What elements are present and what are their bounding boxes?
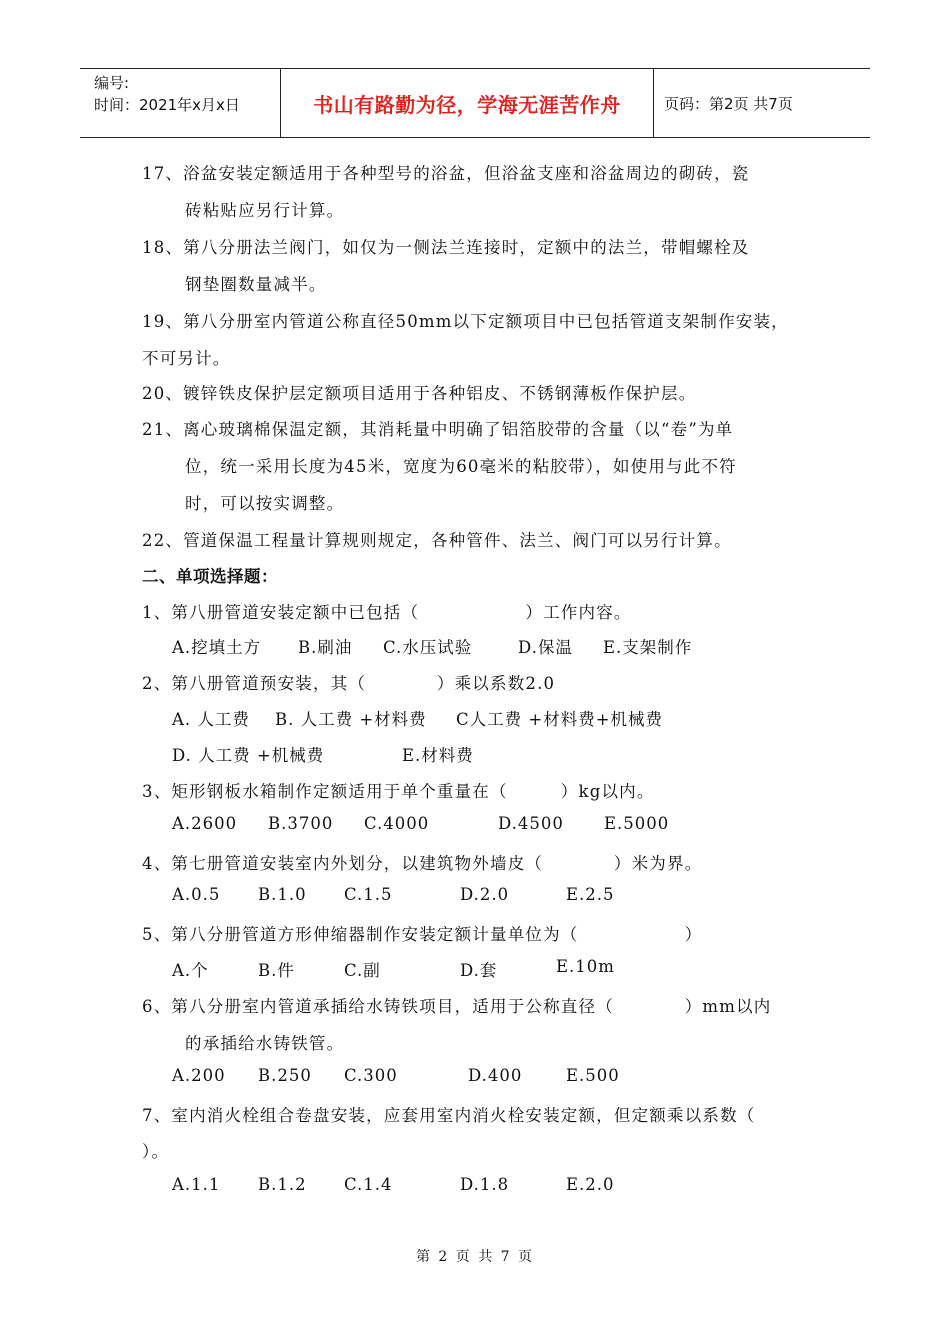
statement-21-cont2: 时，可以按实调整。 — [185, 494, 345, 513]
option-b: B.250 — [258, 1066, 312, 1085]
number-label: 编号: — [94, 74, 130, 92]
option-b: B.3700 — [268, 814, 334, 833]
statement-17-cont: 砖粘贴应另行计算。 — [185, 201, 345, 220]
page-header — [80, 68, 870, 138]
page-footer: 第 2 页 共 7 页 — [415, 1249, 535, 1265]
question-5: 5、第八分册管道方形伸缩器制作安装定额计量单位为（ ） — [142, 925, 703, 944]
statement-19: 19、第八分册室内管道公称直径50mm以下定额项目中已包括管道支架制作安装， — [142, 312, 789, 331]
option-a: A.1.1 — [172, 1175, 221, 1194]
option-a: A.200 — [172, 1066, 226, 1085]
option-e: E.支架制作 — [603, 638, 693, 657]
question-4: 4、第七册管道安装室内外划分，以建筑物外墙皮（ ）米为界。 — [142, 854, 703, 873]
question-2: 2、第八册管道预安装，其（ ）乘以系数2.0 — [142, 674, 556, 693]
option-c: C.300 — [344, 1066, 398, 1085]
option-d: D.1.8 — [460, 1175, 510, 1194]
option-a: A.2600 — [172, 814, 238, 833]
option-b: B.1.0 — [258, 885, 307, 904]
statement-21-cont1: 位，统一采用长度为45米，宽度为60毫米的粘胶带），如使用与此不符 — [185, 457, 737, 476]
option-e: E.2.0 — [566, 1175, 615, 1194]
statement-18-cont: 钢垫圈数量减半。 — [185, 275, 327, 294]
statement-17: 17、浴盆安装定额适用于各种型号的浴盆，但浴盆支座和浴盆周边的砌砖，瓷 — [142, 164, 750, 183]
option-a: A.个 — [172, 961, 209, 980]
option-c: C人工费 +材料费+机械费 — [456, 710, 664, 729]
question-7-cont: ）。 — [142, 1142, 170, 1161]
option-e: E.10m — [556, 957, 615, 976]
option-d: D. 人工费 +机械费 — [172, 746, 325, 765]
option-e: E.材料费 — [402, 746, 474, 765]
option-e: E.500 — [566, 1066, 620, 1085]
option-d: D.400 — [468, 1066, 523, 1085]
option-c: C.水压试验 — [383, 638, 473, 657]
statement-22: 22、管道保温工程量计算规则规定，各种管件、法兰、阀门可以另行计算。 — [142, 531, 732, 550]
question-1: 1、第八册管道安装定额中已包括（ ）工作内容。 — [142, 603, 632, 622]
option-b: B.件 — [258, 961, 295, 980]
header-motto-cell — [280, 69, 654, 137]
question-6-cont: 的承插给水铸铁管。 — [185, 1034, 345, 1053]
header-page-info: 页码：第2页 共7页 — [664, 94, 793, 113]
option-d: D.4500 — [498, 814, 564, 833]
option-a: A.挖填土方 — [172, 638, 262, 657]
option-b: B.刷油 — [298, 638, 353, 657]
option-e: E.2.5 — [566, 885, 615, 904]
option-d: D.2.0 — [460, 885, 510, 904]
motto-text: 书山有路勤为径，学海无涯苦作舟 — [313, 92, 621, 117]
question-3: 3、矩形钢板水箱制作定额适用于单个重量在（ ）kg以内。 — [142, 782, 655, 801]
header-meta — [80, 69, 280, 137]
statement-19-cont: 不可另计。 — [142, 349, 231, 368]
statement-18: 18、第八分册法兰阀门，如仅为一侧法兰连接时，定额中的法兰，带帽螺栓及 — [142, 238, 750, 257]
statement-21: 21、离心玻璃棉保温定额，其消耗量中明确了铝箔胶带的含量（以“卷”为单 — [142, 420, 734, 439]
question-7: 7、室内消火栓组合卷盘安装，应套用室内消火栓安装定额，但定额乘以系数（ — [142, 1106, 756, 1125]
date-label: 时间：2021年x月x日 — [94, 96, 240, 114]
question-6: 6、第八分册室内管道承插给水铸铁项目，适用于公称直径（ ）mm以内 — [142, 997, 772, 1016]
option-d: D.保温 — [518, 638, 573, 657]
option-b: B. 人工费 +材料费 — [275, 710, 427, 729]
section-heading: 二、单项选择题： — [142, 567, 278, 586]
statement-20: 20、镀锌铁皮保护层定额项目适用于各种铝皮、不锈钢薄板作保护层。 — [142, 384, 697, 403]
option-c: C.1.4 — [344, 1175, 393, 1194]
option-c: C.副 — [344, 961, 381, 980]
option-e: E.5000 — [604, 814, 670, 833]
option-a: A.0.5 — [172, 885, 221, 904]
option-b: B.1.2 — [258, 1175, 307, 1194]
option-c: C.4000 — [364, 814, 430, 833]
option-d: D.套 — [460, 961, 498, 980]
option-c: C.1.5 — [344, 885, 393, 904]
option-a: A. 人工费 — [172, 710, 250, 729]
